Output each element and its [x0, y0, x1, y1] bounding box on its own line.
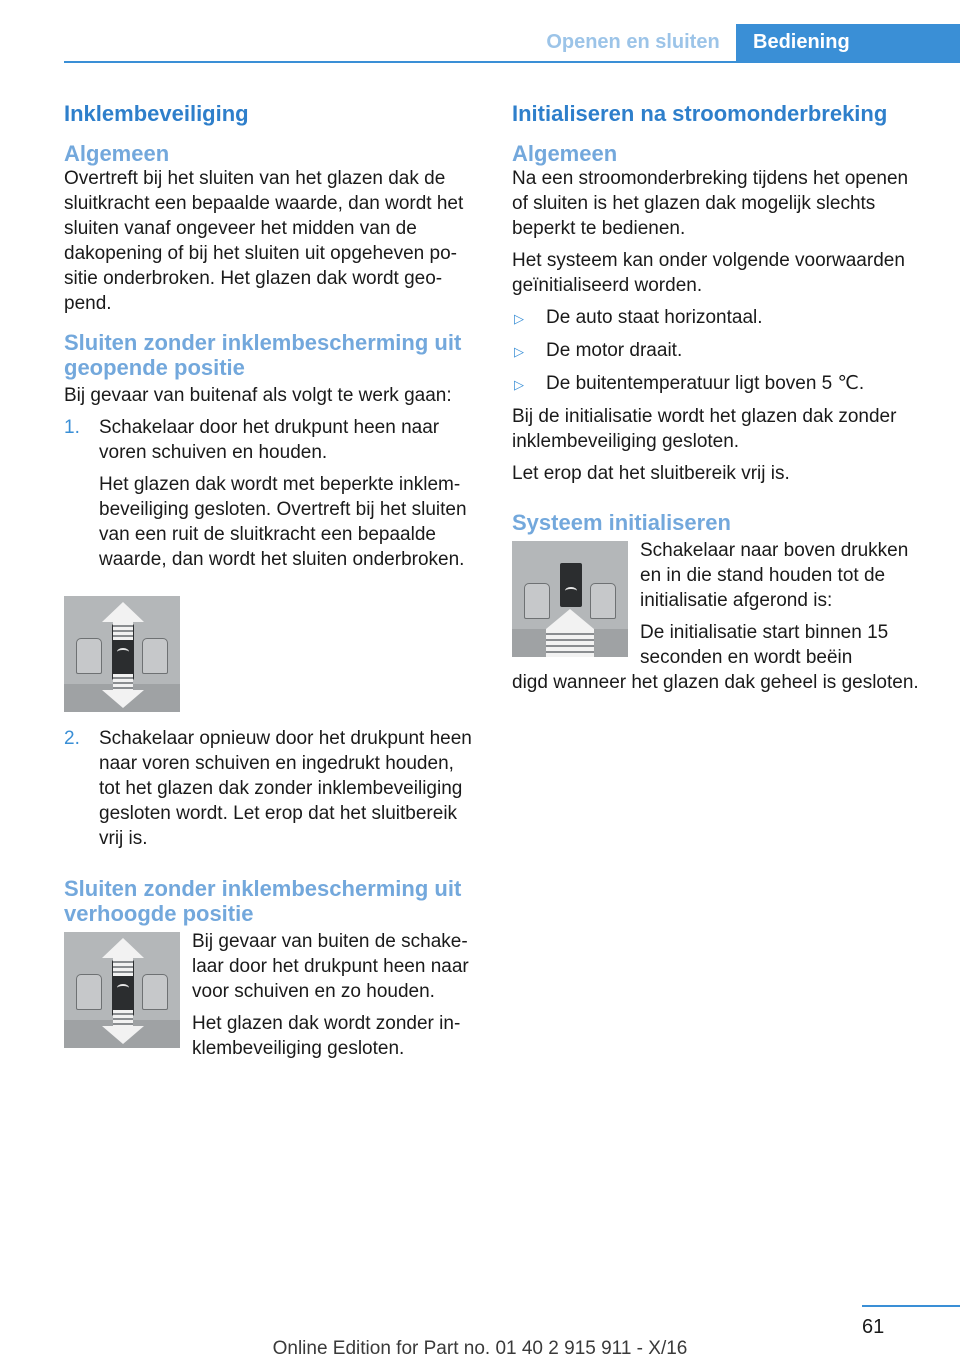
- system-initialize-block: [512, 538, 928, 670]
- paragraph-general-left: Overtreft bij het sluiten van het glazen dak de sluitkracht een bepaalde waarde, dan wordt het sluiten vanaf ongeveer het midden van de dakopening of bij het sluiten uit opgeheven positie onderbroken. Het glazen dak wordt geopend.: [64, 168, 464, 314]
- list-item-step-1: [64, 415, 480, 572]
- step-text-continued: Het glazen dak wordt met beperkte inklembeveiliging gesloten. Overtreft bij het sluiten van een ruit de sluitkracht een bepaalde waarde, dan wordt het sluiten onderbroken.: [99, 474, 467, 570]
- arrow-up-icon: [102, 602, 144, 622]
- roof-switch-icon: [560, 563, 582, 607]
- list-item-condition: ▷ De motor draait.: [512, 338, 928, 364]
- paragraph-open-intro: Bij gevaar van buitenaf als volgt te werk gaan:: [64, 385, 452, 406]
- subheading-open-position: Sluiten zonder inklembescherming uit geopende positie: [64, 330, 462, 380]
- list-item-step-2: [64, 726, 480, 851]
- triangle-bullet-icon: ▷: [514, 344, 524, 359]
- paragraph-general-right: Na een stroomonderbreking tijdens het openen of sluiten is het glazen dak mogelijk slechts beperkt te bedienen.: [512, 168, 909, 239]
- subheading-algemeen-right: Algemeen: [512, 141, 618, 166]
- arrow-down-icon: [102, 1026, 144, 1044]
- section-title-initialiseren: Initialiseren na stroomonderbreking: [512, 101, 888, 126]
- step-number: 2.: [64, 728, 80, 749]
- paragraph-raised-text: Bij gevaar van buiten de schakelaar door het drukpunt heen naar voor schuiven en zo houden.: [192, 931, 469, 1002]
- arrow-up-icon: [102, 938, 144, 958]
- header-rule: [64, 61, 960, 63]
- triangle-bullet-icon: ▷: [514, 311, 524, 326]
- step-number: 1.: [64, 417, 80, 438]
- switch-push-pull-illustration: [64, 932, 180, 1048]
- page-number: 61: [862, 1316, 885, 1338]
- paragraph-system-text-2b: digd wanneer het glazen dak geheel is gesloten.: [512, 672, 919, 693]
- paragraph-init-note: Bij de initialisatie wordt het glazen dak zonder inklembeveiliging gesloten.: [512, 406, 897, 452]
- section-title-inklembeveiliging: Inklembeveiliging: [64, 101, 249, 126]
- arrow-down-icon: [102, 690, 144, 708]
- right-column: [512, 100, 928, 695]
- left-column: [64, 100, 480, 1061]
- footer-edition: Online Edition for Part no. 01 40 2 915 911 - X/16: [272, 1338, 688, 1359]
- header-chapter-tab: Bediening: [736, 24, 960, 61]
- paragraph-conditions-intro: Het systeem kan onder volgende voorwaarden geïnitialiseerd worden.: [512, 250, 905, 296]
- list-item-condition: ▷ De auto staat horizontaal.: [512, 305, 928, 331]
- list-item-condition: ▷ De buitentemperatuur ligt boven 5 ℃.: [512, 371, 928, 397]
- switch-push-pull-illustration: [64, 596, 180, 712]
- subheading-algemeen-left: Algemeen: [64, 141, 170, 166]
- triangle-bullet-icon: ▷: [514, 377, 524, 392]
- raised-position-block: [64, 929, 480, 1061]
- header-section-title: Openen en sluiten: [546, 31, 720, 53]
- arrow-up-icon: [546, 609, 594, 629]
- footer-rule: [862, 1305, 960, 1307]
- step-text: Schakelaar door het drukpunt heen naar voren schuiven en houden.: [99, 417, 440, 463]
- paragraph-system-text: Schakelaar naar boven drukken en in die stand houden tot de initialisatie afgerond is:: [640, 540, 909, 611]
- subheading-system-initialize: Systeem initialiseren: [512, 510, 731, 535]
- switch-push-up-illustration: [512, 541, 628, 657]
- step-text: Schakelaar opnieuw door het drukpunt heen naar voren schuiven en ingedrukt houden, tot het glazen dak zonder inklembeveiliging gesloten wordt. Let erop dat het sluitbereik vrij is.: [99, 728, 472, 849]
- subheading-raised-position: Sluiten zonder inklembescherming uit verhoogde positie: [64, 876, 462, 926]
- paragraph-raised-text-2: Het glazen dak wordt zonder inklembeveiliging gesloten.: [192, 1013, 461, 1059]
- paragraph-system-text-2a: De initialisatie start binnen 15 seconden en wordt beëin: [640, 622, 889, 668]
- paragraph-check-note: Let erop dat het sluitbereik vrij is.: [512, 463, 790, 484]
